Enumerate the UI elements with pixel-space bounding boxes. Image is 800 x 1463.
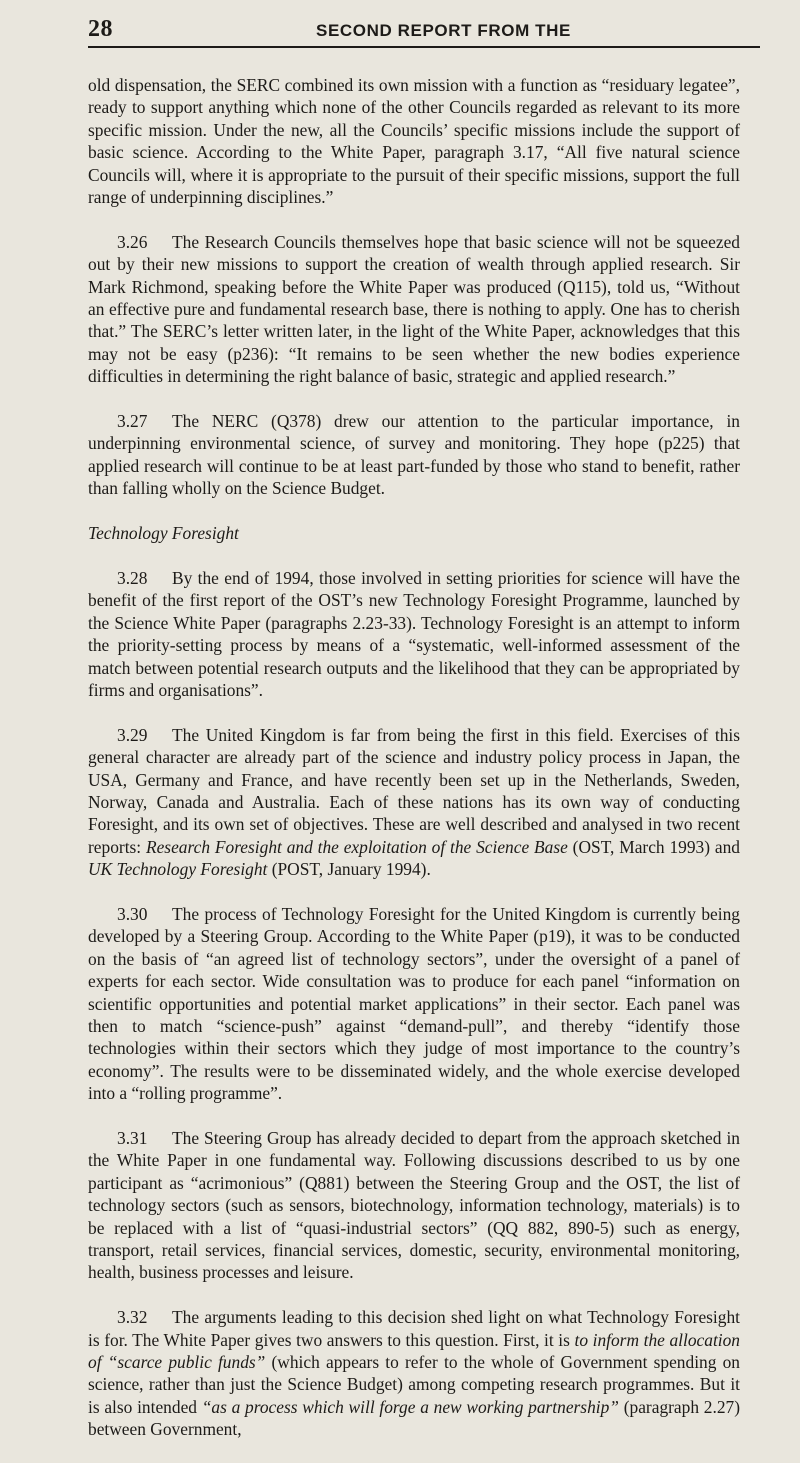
paragraph-number: 3.28 — [117, 567, 148, 588]
emphasis-text: “as a process which will forge a new working partnership” — [201, 1396, 619, 1417]
page-number: 28 — [88, 16, 113, 42]
paragraph-continued: old dispensation, the SERC combined its own mission with a function as “residuary legatee”, ready to support anything which none of the other Councils regarded as relevant to its more specific mission. Under the new, all the Councils’ specific missions include the support of basic science. According to the White Paper, paragraph 3.17, “All five natural science Councils will, where it is appropriate to the pursuit of their specific missions, support the full range of underpinning disciplines.” — [88, 75, 740, 208]
paragraph-number: 3.29 — [117, 724, 148, 745]
paragraph-text: (POST, January 1994). — [267, 859, 431, 880]
paragraph-text: The United Kingdom is far from being the first in this field. Exercises of this general character are already part of the science and industry policy process in Japan, the USA, Germany and France, and have recently been set up in the Netherlands, Sweden, Norway, Canada and Australia. Each of these nations has its own way of conducting Foresight, and its own set of objectives. These are well described and analysed in two recent reports: — [88, 724, 740, 857]
running-head: SECOND REPORT FROM THE — [316, 21, 571, 40]
paragraph-text: The process of Technology Foresight for the United Kingdom is currently being developed by a Steering Group. According to the White Paper (p19), it was to be conducted on the basis of “an agreed list of technology sectors”, under the oversight of a panel of experts for each sector. Wide consultation was to produce for each panel “information on scientific opportunities and potential market applications” in their sector. Each panel was then to match “science-push” against “demand-pull”, and thereby “identify those technologies within their sectors which they judge of most importance to the country’s economy”. The results were to be disseminated widely, and the whole exercise developed into a “rolling programme”. — [88, 903, 740, 1104]
paragraph-3-29 — [88, 724, 740, 881]
paragraph-text: By the end of 1994, those involved in setting priorities for science will have the benefit of the first report of the OST’s new Technology Foresight Programme, launched by the Science White Paper (paragraphs 2.23-33). Technology Foresight is an attempt to inform the priority-setting process by means of a “systematic, well-informed assessment of the match between potential research outputs and the likelihood that they can be appropriated by firms and organisations”. — [88, 567, 740, 700]
paragraph-number: 3.26 — [117, 231, 148, 252]
paragraph-number: 3.30 — [117, 903, 148, 924]
emphasis-text: to inform the allocation of “scarce public funds” — [88, 1329, 740, 1373]
paragraph-number: 3.31 — [117, 1127, 148, 1148]
paragraph-3-28 — [88, 567, 740, 701]
paragraph-text: The arguments leading to this decision shed light on what Technology Foresight is for. The White Paper gives two answers to this question. First, it is — [88, 1307, 740, 1350]
paragraph-number: 3.27 — [117, 411, 148, 432]
paragraph-3-30 — [88, 903, 740, 1105]
body-text — [88, 74, 740, 1463]
report-title: UK Technology Foresight — [88, 859, 268, 880]
section-heading: Technology Foresight — [88, 523, 239, 544]
paragraph-3-31 — [88, 1127, 740, 1284]
paragraph-text: The NERC (Q378) drew our attention to the particular importance, in underpinning environmental science, of survey and monitoring. They hope (p225) that applied research will continue to be at least part-funded by those who stand to benefit, rather than falling wholly on the Science Budget. — [88, 411, 740, 499]
paragraph-text: (paragraph 2.27) between Government, — [88, 1396, 741, 1440]
paragraph-number: 3.32 — [117, 1307, 148, 1328]
paragraph-3-26 — [88, 231, 740, 388]
report-title: Research Foresight and the exploitation of the Science Base — [145, 836, 568, 857]
page-header — [88, 16, 760, 48]
paragraph-text: (OST, March 1993) and — [567, 836, 740, 857]
paragraph-3-27 — [88, 410, 740, 500]
paragraph-text: The Steering Group has already decided to depart from the approach sketched in the White Paper in one fundamental way. Following discussions described to us by one participant as “acrimonious” (Q881) between the Steering Group and the OST, the list of technology sectors (such as sensors, biotechnology, information technology, materials) is to be replaced with a list of “quasi-industrial sectors” (QQ 882, 890-5) such as energy, transport, retail services, financial services, domestic, security, environmental monitoring, health, business processes and leisure. — [88, 1127, 740, 1283]
paragraph-text: (which appears to refer to the whole of Government spending on science, rather than just the Science Budget) among competing research programmes. But it is also intended — [88, 1352, 740, 1417]
paragraph-3-32 — [88, 1306, 740, 1440]
paragraph-text: The Research Councils themselves hope that basic science will not be squeezed out by their new missions to support the creation of wealth through applied research. Sir Mark Richmond, speaking before the White Paper was produced (Q115), told us, “Without an effective pure and fundamental research base, there is nothing to apply. One has to cherish that.” The SERC’s letter written later, in the light of the White Paper, acknowledges that this may not be easy (p236): “It remains to be seen whether the new bodies experience difficulties in determining the right balance of basic, strategic and applied research.” — [88, 231, 740, 387]
